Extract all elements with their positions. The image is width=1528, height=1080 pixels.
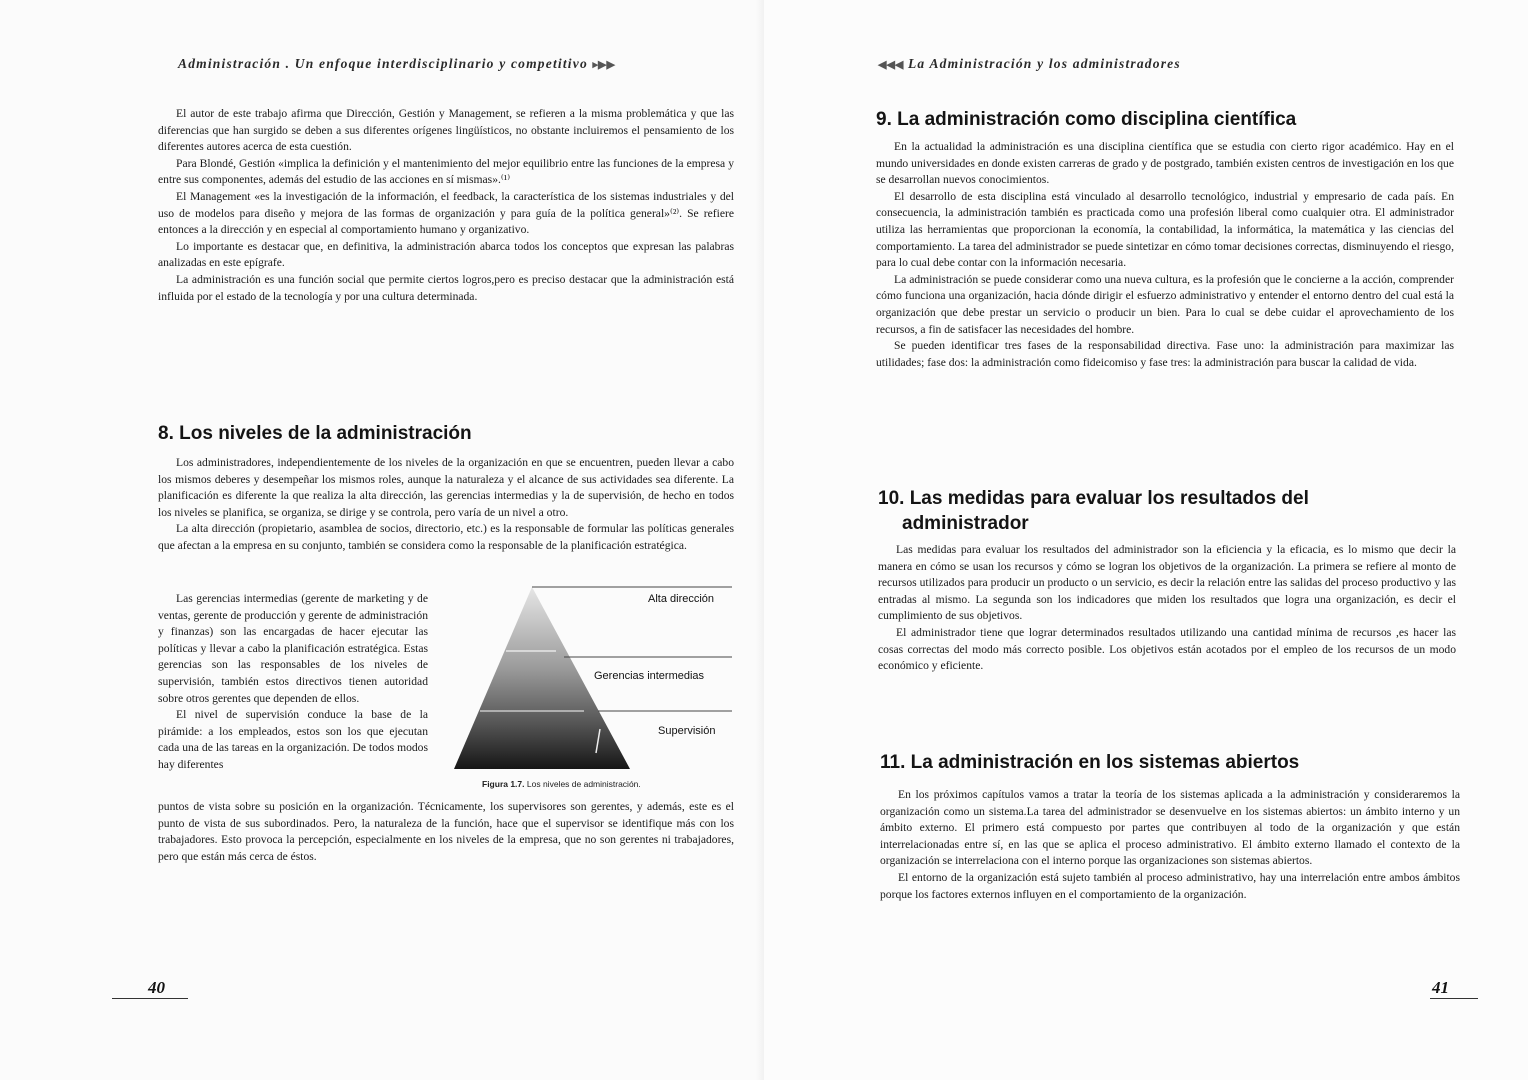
arrow-marks-icon: ▸▶▶ (592, 59, 615, 71)
paragraph: En la actualidad la administración es una disciplina científica que se estudia con cierto rigor académico. Hay en el mundo universidades en donde existen carreras de grado y de postgrado, también existen centros de investigación en los que se desarrollan nuevos conocimientos. (876, 140, 1454, 187)
figure-caption-label: Figura 1.7. (482, 779, 525, 789)
paragraph: Lo importante es destacar que, en definitiva, la administración abarca todos los conceptos que expresan las palabras analizadas en este epígrafe. (158, 239, 734, 270)
section-8-text-wrap (158, 591, 428, 774)
paragraph: La administración es una función social que permite ciertos logros,pero es preciso destacar que la administración está influida por el estado de la tecnología y por una cultura determinada. (158, 272, 734, 303)
section-10-text (878, 542, 1456, 675)
paragraph: El nivel de supervisión conduce la base de la pirámide: a los empleados, estos son los que ejecutan cada una de las tareas en la organización. De todos modos hay diferentes (158, 708, 428, 771)
section-title: Los niveles de la administración (179, 423, 472, 444)
section-9-heading (876, 107, 1296, 132)
section-number: 8. (158, 423, 174, 444)
paragraph: Los administradores, independientemente de los niveles de la organización en que se encuentren, pueden llevar a cabo los mismos deberes y desempeñar los mismos roles, aunque la naturaleza y el alcance de sus actividades sea diferente. La planificación es diferente la que realiza la alta dirección, las gerencias intermedias y la de supervisión, de hecho en todos los niveles se planifica, se organiza, se dirige y se controla, pero varía de un nivel a otro. (158, 456, 734, 519)
paragraph: La alta dirección (propietario, asamblea de socios, directorio, etc.) es la responsable de formular las políticas generales que afectan a la empresa en su conjunto, también se considera como la responsable de la planificación estratégica. (158, 522, 734, 552)
paragraph: puntos de vista sobre su posición en la organización. Técnicamente, los supervisores son gerentes, y además, este es el punto de vista de sus subordinados. Pero, la naturaleza de la función, hace que el supervisor se identifique más con los trabajadores. Esto provoca la percepción, especialmente en los niveles de la empresa, que no son gerentes ni trabajadores, pero que están más cerca de éstos. (158, 800, 734, 863)
paragraph: El administrador tiene que lograr determinados resultados utilizando una cantidad mínima de recursos ,es hacer las cosas correctas del modo más correcto posible. Los objetivos están acotados por el empleo de los recursos de un modo económico y eficiente. (878, 625, 1456, 673)
section-title: Las medidas para evaluar los resultados del (909, 488, 1309, 509)
section-number: 10. (878, 488, 905, 509)
paragraph: El autor de este trabajo afirma que Dirección, Gestión y Management, se refieren a la misma problemática y que las diferencias que han surgido se deben a sus diferentes orígenes lingüísticos, no obstante incluiremos el pensamiento de los diferentes autores acerca de esta cuestión. (158, 107, 734, 154)
paragraph: Las gerencias intermedias (gerente de marketing y de ventas, gerente de producción y gerente de administración y finanzas) son las encargadas de hacer ejecutar las políticas y llevar a cabo la planificación estratégica. Estas gerencias son las responsables de los niveles de supervisión, también estos directivos tienen autoridad sobre otros gerentes que dependen de ellos. (158, 592, 428, 705)
label-supervision: Supervisión (658, 725, 716, 737)
running-head-title: Administración . Un enfoque interdisciplinario y competitivo (178, 56, 588, 71)
figure-caption (482, 779, 641, 789)
running-head-title: La Administración y los administradores (907, 56, 1181, 71)
paragraph: El entorno de la organización está sujeto también al proceso administrativo, hay una interrelación entre ambos ámbitos porque los factores externos influyen en el comportamiento de la organización. (880, 870, 1460, 901)
paragraph: El Management «es la investigación de la información, el feedback, la característica de los sistemas industriales y del uso de modelos para diseño y mejora de las formas de organización y para guía de la política general»⁽²⁾. Se refiere entonces a la dirección y en especial al comportamiento humano y organizativo. (158, 189, 734, 237)
section-11-heading (880, 750, 1299, 775)
paragraph: El desarrollo de esta disciplina está vinculado al desarrollo tecnológico, industrial y empresario de cada país. En consecuencia, la administración también es practicada como una profesión liberal como cualquier otra. El administrador utiliza las herramientas que proporcionan la economía, la contabilidad, la informática, la matemática y las ciencias del comportamiento. La tarea del administrador se puede sintetizar en cómo tomar decisiones correctas, disminuyendo el riesgo, para lo cual debe contar con la información necesaria. (876, 189, 1454, 270)
page-number-rule (112, 998, 188, 999)
section-title: La administración en los sistemas abiertos (910, 752, 1300, 773)
label-alta-direccion: Alta dirección (648, 593, 715, 605)
running-head-right (878, 56, 1181, 72)
section-9-text (876, 139, 1454, 371)
running-head-left (178, 56, 615, 72)
section-title: La administración como disciplina científica (897, 109, 1297, 130)
figure-caption-text: Los niveles de administración. (526, 779, 641, 789)
pyramid-figure (428, 583, 740, 793)
paragraph: Para Blondé, Gestión «implica la definición y el mantenimiento del mejor equilibrio entre las funciones de la empresa y entre sus componentes, además del estudio de las acciones en sí mismas».⁽¹⁾ (158, 156, 734, 187)
page-number-left: 40 (148, 978, 165, 997)
section-11-text (880, 787, 1460, 903)
paragraph: En los próximos capítulos vamos a tratar la teoría de los sistemas aplicada a la administración y consideraremos la organización como un sistema.La tarea del administrador se desenvuelve en los sistemas abiertos: un ámbito interno y un ámbito externo. El primero está compuesto por partes que contribuyen al todo de la organización y que están interrelacionadas entre sí, en las que se aplica el proceso administrativo. El ámbito externo llamado el contexto de la organización se interrelaciona con el interno porque las organizaciones son sistemas abiertos. (880, 788, 1460, 868)
page-number-rule (1430, 998, 1478, 999)
arrow-marks-icon: ◀◀◀ (878, 59, 904, 71)
intro-text (158, 106, 734, 305)
paragraph: Las medidas para evaluar los resultados del administrador son la eficiencia y la eficacia, es lo mismo que decir la manera en cómo se usan los recursos y cómo se logran los objetivos de la organización. La primera se refiere al monto de recursos utilizados para producir un producto o un servicio, es decir la relación entre las salidas del proceso productivo y las entradas al mismo. La segunda son los indicadores que miden los resultados que logra una organización, es decir el cumplimiento de sus objetivos. (878, 543, 1456, 623)
section-8-text-bottom (158, 799, 734, 865)
section-8-heading (158, 421, 472, 446)
section-8-text-top (158, 455, 734, 555)
section-10-heading (878, 486, 1309, 536)
paragraph: La administración se puede considerar como una nueva cultura, es la profesión que le concierne a la acción, comprender cómo funciona una organización, hacia dónde dirigir el esfuerzo administrativo y entender el entorno dentro del cual está la organización que debe prestar un servicio o producir un bien. Para lo cual se debe cuidar el aprovechamiento de los recursos, a fin de satisfacer las necesidades del hombre. (876, 272, 1454, 336)
label-gerencias-intermedias: Gerencias intermedias (594, 670, 705, 682)
paragraph: Se pueden identificar tres fases de la responsabilidad directiva. Fase uno: la administración para maximizar las utilidades; fase dos: la administración como fideicomiso y fase tres: la administración para buscar la calidad de vida. (876, 339, 1454, 369)
page-number-right: 41 (1432, 978, 1449, 997)
section-number: 11. (880, 752, 906, 773)
section-title-continued: administrador (902, 513, 1029, 534)
section-number: 9. (876, 109, 892, 130)
